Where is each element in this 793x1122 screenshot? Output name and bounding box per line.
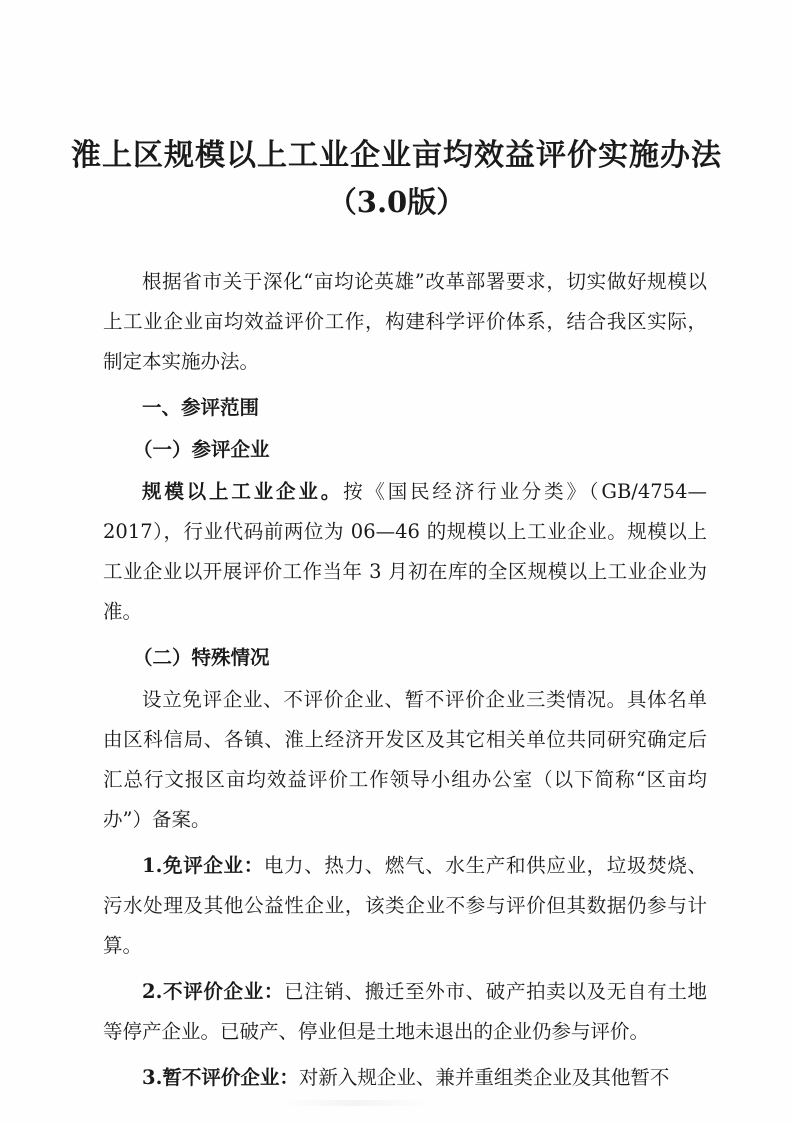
list-item <box>103 846 707 966</box>
list-item-text: 电力、热力、燃气、水生产和供应业，垃圾焚烧、污水处理及其他公益性企业，该类企业不参与评价但其数据仍参与计算。 <box>103 854 707 957</box>
document-title: 淮上区规模以上工业企业亩均效益评价实施办法 <box>71 138 722 173</box>
participating-enterprises-paragraph <box>103 472 707 632</box>
list-item <box>103 972 707 1052</box>
document-subtitle: （3.0版） <box>327 185 466 219</box>
subsection-heading: （二）特殊情况 <box>133 646 270 669</box>
paragraph-text: 按《国民经济行业分类》（GB/4754—2017），行业代码前两位为 06—46 的规模以上工业企业。规模以上工业企业以开展评价工作当年 3 月初在库的全区规模以上工业企业为准。 <box>103 480 707 623</box>
special-cases-paragraph: 设立免评企业、不评价企业、暂不评价企业三类情况。具体名单由区科信局、各镇、淮上经济开发区及其它相关单位共同研究确定后汇总行文报区亩均效益评价工作领导小组办公室（以下简称“区亩均办”）备案。 <box>103 688 707 831</box>
document-body <box>103 262 707 1104</box>
list-item-text: 已注销、搬迁至外市、破产拍卖以及无自有土地等停产企业。已破产、停业但是土地未退出的企业仍参与评价。 <box>103 980 707 1043</box>
list-item-lead: 2.不评价企业： <box>142 980 285 1003</box>
list-item <box>103 1058 707 1098</box>
scan-smudge <box>280 1100 430 1106</box>
list-item-text: 对新入规企业、兼并重组类企业及其他暂不 <box>298 1066 670 1089</box>
list-item-lead: 3.暂不评价企业： <box>142 1066 299 1089</box>
section-heading: 一、参评范围 <box>142 396 260 419</box>
subsection-heading: （一）参评企业 <box>133 438 270 461</box>
intro-paragraph: 根据省市关于深化“亩均论英雄”改革部署要求，切实做好规模以上工业企业亩均效益评价工作，构建科学评价体系，结合我区实际，制定本实施办法。 <box>103 270 707 373</box>
paragraph-lead: 规模以上工业企业。 <box>142 480 344 503</box>
list-item-lead: 1.免评企业： <box>142 854 264 877</box>
